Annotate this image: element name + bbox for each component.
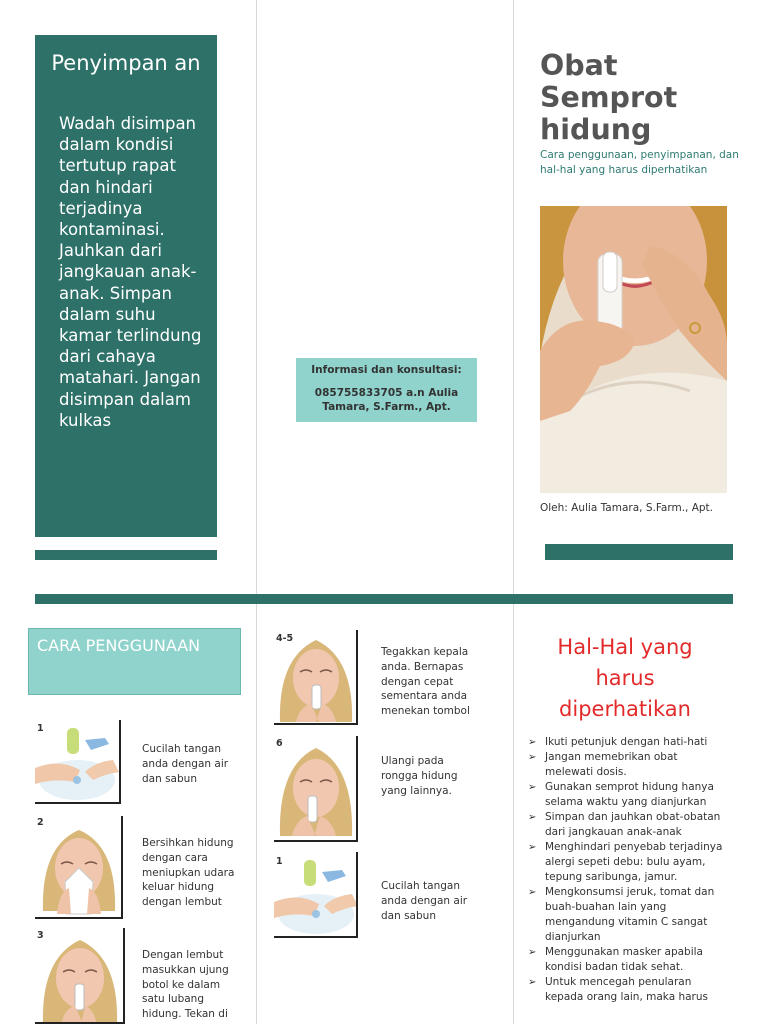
section-separator-bar — [35, 594, 733, 604]
arrow-bullet-icon: ➢ — [528, 737, 537, 748]
info-contact: 085755833705 a.n Aulia Tamara, S.Farm., Apt. — [314, 387, 459, 413]
info-label: Informasi dan konsultasi: — [311, 364, 462, 376]
storage-title: Penyimpan an — [51, 51, 201, 75]
notes-list — [526, 735, 726, 1005]
step-number: 6 — [276, 738, 283, 749]
step-text: Bersihkan hidung dengan cara meniupkan udara keluar hidung dengan lembut — [142, 837, 235, 909]
step-number: 2 — [37, 817, 44, 828]
list-item: ➢ Untuk mencegah penularan kepada orang lain, maka harus — [528, 976, 708, 1003]
woman-using-nasal-spray-icon — [540, 206, 727, 493]
fold-line-left — [256, 0, 257, 1024]
usage-title: CARA PENGGUNAAN — [37, 636, 201, 655]
arrow-bullet-icon: ➢ — [528, 977, 537, 988]
list-item: ➢ Menghindari penyebab terjadinya alergi sepeti debu: bulu ayam, tepung saribunga, jamur. — [528, 841, 723, 883]
usage-title-box — [28, 628, 241, 695]
step-text: Cucilah tangan anda dengan air dan sabun — [381, 880, 468, 922]
step-text: Ulangi pada rongga hidung yang lainnya. — [381, 755, 458, 797]
divider-bar — [545, 544, 733, 560]
storage-box — [35, 35, 217, 537]
divider-bar — [35, 550, 217, 560]
list-item: ➢ Mengkonsumsi jeruk, tomat dan buah-buahan lain yang mengandung vitamin C sangat dianjurkan — [528, 886, 715, 943]
arrow-bullet-icon: ➢ — [528, 752, 537, 763]
spray-insert-icon — [35, 928, 125, 1024]
info-box — [296, 358, 477, 422]
cover-subtitle: Cara penggunaan, penyimpanan, dan hal-hal yang harus diperhatikan — [540, 149, 739, 176]
arrow-bullet-icon: ➢ — [528, 947, 537, 958]
storage-body: Wadah disimpan dalam kondisi tertutup rapat dan hindari terjadinya kontaminasi. Jauhkan dari jangkauan anak-anak. Simpan dalam suhu kamar terlindung dari cahaya matahari. Jangan disimpan dalam kulkas — [59, 114, 202, 430]
list-item: ➢ Menggunakan masker apabila kondisi badan tidak sehat. — [528, 946, 703, 973]
cover-title: Obat Semprot hidung — [540, 49, 678, 146]
list-item: ➢ Gunakan semprot hidung hanya selama waktu yang dianjurkan — [528, 781, 714, 808]
spray-other-nostril-icon — [274, 736, 358, 842]
step-number: 1 — [276, 856, 283, 867]
step-text: Dengan lembut masukkan ujung botol ke dalam satu lubang hidung. Tekan di — [142, 949, 229, 1021]
step-text: Cucilah tangan anda dengan air dan sabun — [142, 743, 229, 785]
step-number: 1 — [37, 723, 44, 734]
step-text: Tegakkan kepala anda. Bernapas dengan cepat sementara anda menekan tombol — [381, 646, 470, 718]
arrow-bullet-icon: ➢ — [528, 887, 537, 898]
list-item: ➢ Jangan memebrikan obat melewati dosis. — [528, 751, 678, 778]
fold-line-right — [513, 0, 514, 1024]
arrow-bullet-icon: ➢ — [528, 842, 537, 853]
hand-washing-icon — [35, 720, 121, 804]
list-item: ➢ Simpan dan jauhkan obat-obatan dari jangkauan anak-anak — [528, 811, 721, 838]
cover-author: Oleh: Aulia Tamara, S.Farm., Apt. — [540, 502, 714, 514]
nose-blowing-icon — [35, 816, 123, 919]
step-number: 4-5 — [276, 633, 294, 644]
list-item: ➢ Ikuti petunjuk dengan hati-hati — [528, 736, 708, 748]
arrow-bullet-icon: ➢ — [528, 782, 537, 793]
cover-photo — [540, 206, 727, 493]
arrow-bullet-icon: ➢ — [528, 812, 537, 823]
spray-press-icon — [274, 630, 358, 725]
hand-washing-icon — [274, 852, 358, 938]
notes-title: Hal-Hal yang harus diperhatikan — [557, 635, 693, 721]
step-number: 3 — [37, 930, 44, 941]
